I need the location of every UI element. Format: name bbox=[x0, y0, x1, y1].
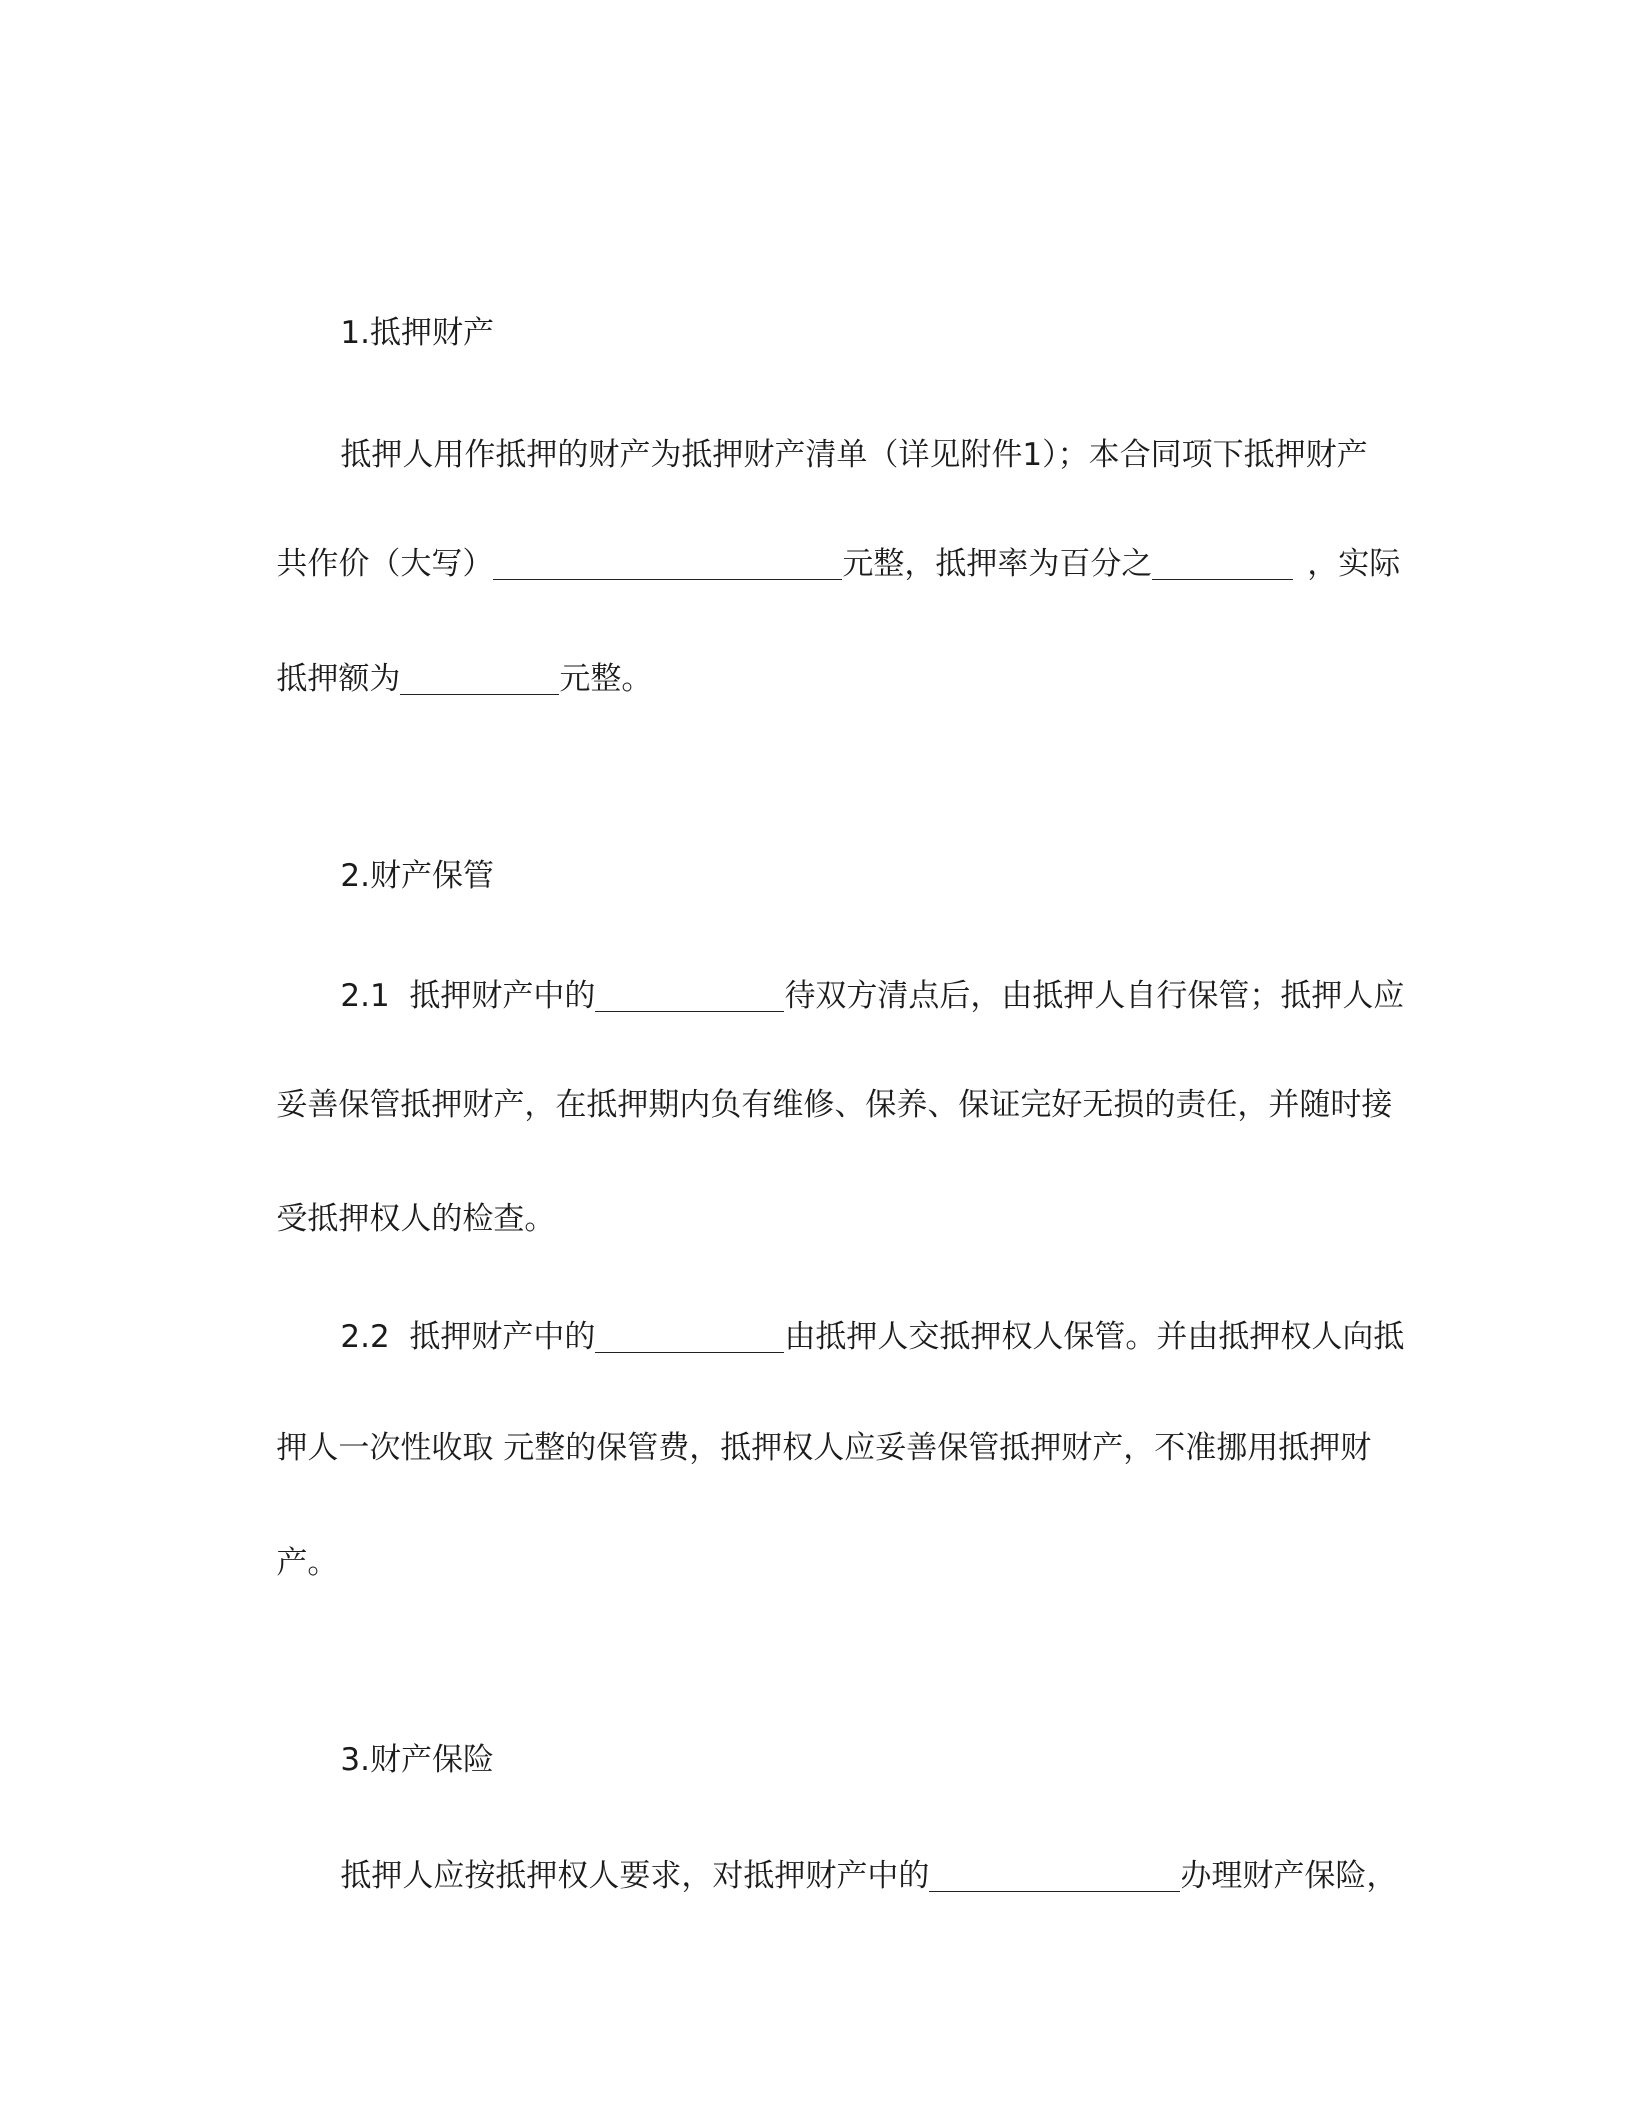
text-segment: ，实际 bbox=[1297, 546, 1401, 582]
text-segment: 元整。 bbox=[559, 661, 653, 697]
heading-text: 2.财产保管 bbox=[340, 858, 494, 894]
paragraph-line bbox=[237, 1045, 1393, 1123]
text-segment: 抵押人应按抵押权人要求，对抵押财产中的 bbox=[340, 1858, 930, 1894]
text-segment: 待双方清点后，由抵押人自行保管；抵押人应 bbox=[784, 978, 1405, 1014]
heading-text: 1.抵押财产 bbox=[340, 315, 494, 351]
blank-line bbox=[595, 985, 784, 1012]
blank-line bbox=[493, 553, 842, 580]
blank-line bbox=[929, 1865, 1180, 1892]
paragraph-line bbox=[237, 1503, 339, 1581]
text-segment: 2.1 抵押财产中的 bbox=[340, 978, 596, 1014]
paragraph-line bbox=[237, 1388, 1372, 1466]
text-segment: 共作价（大写） bbox=[276, 546, 494, 582]
paragraph-line bbox=[301, 1277, 1405, 1355]
paragraph-line bbox=[301, 1816, 1398, 1894]
text-segment: 抵押人用作抵押的财产为抵押财产清单（详见附件1）；本合同项下抵押财产 bbox=[340, 437, 1368, 473]
section-heading bbox=[301, 816, 494, 894]
text-segment: 抵押额为 bbox=[276, 661, 401, 697]
blank-line bbox=[400, 668, 559, 695]
paragraph-line bbox=[237, 504, 1401, 582]
paragraph-line bbox=[237, 1159, 556, 1237]
section-heading bbox=[301, 1700, 494, 1778]
text-segment: 由抵押人交抵押权人保管。并由抵押权人向抵 bbox=[784, 1319, 1405, 1355]
paragraph-line bbox=[301, 395, 1368, 473]
blank-line bbox=[1152, 553, 1293, 580]
text-segment: 受抵押权人的检查。 bbox=[276, 1201, 556, 1237]
paragraph-line bbox=[237, 619, 653, 697]
paragraph-line bbox=[301, 936, 1405, 1014]
text-segment: 办理财产保险， bbox=[1180, 1858, 1398, 1894]
text-segment: 妥善保管抵押财产，在抵押期内负有维修、保养、保证完好无损的责任，并随时接 bbox=[276, 1087, 1393, 1123]
section-heading bbox=[301, 273, 494, 351]
text-segment: 产。 bbox=[276, 1545, 339, 1581]
heading-text: 3.财产保险 bbox=[340, 1742, 494, 1778]
text-segment: 元整，抵押率为百分之 bbox=[842, 546, 1153, 582]
text-segment: 押人一次性收取 元整的保管费，抵押权人应妥善保管抵押财产，不准挪用抵押财 bbox=[276, 1430, 1372, 1466]
blank-line bbox=[595, 1326, 784, 1353]
text-segment: 2.2 抵押财产中的 bbox=[340, 1319, 596, 1355]
